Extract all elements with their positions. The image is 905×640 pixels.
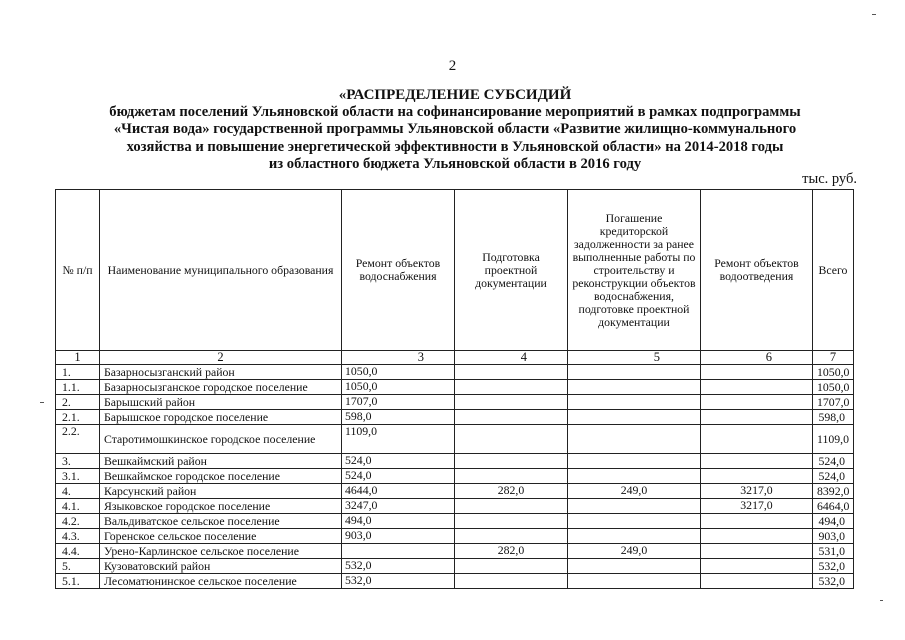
row-number: 5.1. [56, 574, 100, 589]
row-name: Вешкаймское городское поселение [100, 469, 342, 484]
document-title [60, 87, 850, 173]
table-row [56, 425, 854, 454]
cell-total: 1109,0 [813, 425, 854, 454]
cell-water: 532,0 [342, 559, 455, 574]
cell-water: 524,0 [342, 469, 455, 484]
table-row [56, 380, 854, 395]
cell-debt [568, 499, 701, 514]
cell-water: 1109,0 [342, 425, 455, 454]
cell-water [342, 544, 455, 559]
header-sewer: Ремонт объектов водоотведения [701, 190, 813, 351]
row-name: Базарносызганский район [100, 365, 342, 380]
column-number: 7 [813, 351, 854, 365]
title-line-1: «РАСПРЕДЕЛЕНИЕ СУБСИДИЙ [338, 87, 572, 103]
row-name: Барышский район [100, 395, 342, 410]
header-debt: Погашение кредиторской задолженности за ранее выполненные работы по строительству и реконструкции объектов водоснабжения, подготовке проектной документации [568, 190, 701, 351]
table-row [56, 529, 854, 544]
cell-sewer [701, 395, 813, 410]
row-number: 2.2. [56, 425, 100, 454]
cell-water: 3247,0 [342, 499, 455, 514]
column-number: 4 [455, 351, 568, 365]
title-line-5: из областного бюджета Ульяновской области в 2016 году [268, 155, 642, 172]
header-name: Наименование муниципального образования [100, 190, 342, 351]
row-name: Барышское городское поселение [100, 410, 342, 425]
title-line-2: бюджетам поселений Ульяновской области на софинансирование мероприятий в рамках подпрограммы [109, 104, 801, 121]
cell-design [455, 469, 568, 484]
column-number: 6 [701, 351, 813, 365]
cell-water: 1050,0 [342, 365, 455, 380]
row-name: Базарносызганское городское поселение [100, 380, 342, 395]
cell-design [455, 410, 568, 425]
cell-sewer [701, 529, 813, 544]
cell-total: 524,0 [813, 469, 854, 484]
cell-debt [568, 514, 701, 529]
title-line-3: «Чистая вода» государственной программы Ульяновской области «Развитие жилищно-коммунального [113, 121, 797, 138]
column-number: 2 [100, 351, 342, 365]
table-row [56, 544, 854, 559]
scan-speck [40, 402, 44, 403]
cell-sewer [701, 425, 813, 454]
cell-debt: 249,0 [568, 544, 701, 559]
subsidy-table [55, 189, 854, 589]
row-number: 4.4. [56, 544, 100, 559]
cell-design [455, 454, 568, 469]
row-number: 3. [56, 454, 100, 469]
row-number: 4.1. [56, 499, 100, 514]
header-row [56, 190, 854, 351]
row-name: Урено-Карлинское сельское поселение [100, 544, 342, 559]
cell-water: 494,0 [342, 514, 455, 529]
table-row [56, 574, 854, 589]
cell-debt [568, 380, 701, 395]
header-total: Всего [813, 190, 854, 351]
cell-debt [568, 395, 701, 410]
cell-water: 903,0 [342, 529, 455, 544]
cell-debt [568, 454, 701, 469]
column-number: 1 [56, 351, 100, 365]
cell-total: 1050,0 [813, 365, 854, 380]
cell-sewer [701, 574, 813, 589]
cell-total: 1050,0 [813, 380, 854, 395]
header-design: Подготовка проектной документации [455, 190, 568, 351]
table-row [56, 514, 854, 529]
cell-total: 532,0 [813, 574, 854, 589]
table-row [56, 499, 854, 514]
row-number: 4.2. [56, 514, 100, 529]
header-num: № п/п [56, 190, 100, 351]
cell-sewer [701, 559, 813, 574]
table-row [56, 410, 854, 425]
cell-design [455, 395, 568, 410]
row-number: 2. [56, 395, 100, 410]
row-name: Кузоватовский район [100, 559, 342, 574]
cell-debt [568, 529, 701, 544]
cell-debt [568, 574, 701, 589]
cell-sewer: 3217,0 [701, 499, 813, 514]
title-line-4: хозяйства и повышение энергетической эффективности в Ульяновской области» на 2014-2018 годы [126, 138, 784, 155]
cell-design [455, 529, 568, 544]
cell-water: 4644,0 [342, 484, 455, 499]
cell-design: 282,0 [455, 484, 568, 499]
table-row [56, 469, 854, 484]
table-row [56, 484, 854, 499]
row-name: Вальдиватское сельское поселение [100, 514, 342, 529]
cell-total: 532,0 [813, 559, 854, 574]
cell-total: 494,0 [813, 514, 854, 529]
column-number: 5 [568, 351, 701, 365]
row-number: 3.1. [56, 469, 100, 484]
row-name: Старотимошкинское городское поселение [100, 425, 342, 454]
table-row [56, 454, 854, 469]
cell-debt [568, 425, 701, 454]
cell-water: 598,0 [342, 410, 455, 425]
cell-sewer [701, 454, 813, 469]
scan-speck [880, 600, 883, 601]
cell-debt: 249,0 [568, 484, 701, 499]
row-number: 1. [56, 365, 100, 380]
cell-design [455, 425, 568, 454]
row-number: 2.1. [56, 410, 100, 425]
cell-water: 524,0 [342, 454, 455, 469]
cell-design [455, 499, 568, 514]
row-name: Карсунский район [100, 484, 342, 499]
cell-sewer [701, 544, 813, 559]
units-label: тыс. руб. [802, 171, 857, 187]
cell-design [455, 380, 568, 395]
row-number: 5. [56, 559, 100, 574]
cell-sewer [701, 380, 813, 395]
cell-sewer [701, 514, 813, 529]
table-row [56, 395, 854, 410]
cell-debt [568, 365, 701, 380]
cell-debt [568, 559, 701, 574]
cell-design [455, 574, 568, 589]
cell-water: 1707,0 [342, 395, 455, 410]
cell-water: 532,0 [342, 574, 455, 589]
row-name: Горенское сельское поселение [100, 529, 342, 544]
column-number: 3 [342, 351, 455, 365]
cell-total: 903,0 [813, 529, 854, 544]
header-water: Ремонт объектов водоснабжения [342, 190, 455, 351]
row-number: 1.1. [56, 380, 100, 395]
cell-total: 524,0 [813, 454, 854, 469]
table-row [56, 559, 854, 574]
cell-total: 1707,0 [813, 395, 854, 410]
table-row [56, 365, 854, 380]
cell-design [455, 514, 568, 529]
cell-total: 531,0 [813, 544, 854, 559]
cell-debt [568, 469, 701, 484]
cell-total: 598,0 [813, 410, 854, 425]
scan-speck [872, 14, 876, 15]
cell-debt [568, 410, 701, 425]
row-name: Лесоматюнинское сельское поселение [100, 574, 342, 589]
cell-water: 1050,0 [342, 380, 455, 395]
row-name: Языковское городское поселение [100, 499, 342, 514]
cell-sewer: 3217,0 [701, 484, 813, 499]
cell-sewer [701, 365, 813, 380]
column-number-row [56, 351, 854, 365]
cell-design [455, 559, 568, 574]
cell-sewer [701, 469, 813, 484]
cell-total: 8392,0 [813, 484, 854, 499]
page-number: 2 [448, 58, 457, 74]
cell-total: 6464,0 [813, 499, 854, 514]
cell-design: 282,0 [455, 544, 568, 559]
cell-sewer [701, 410, 813, 425]
cell-design [455, 365, 568, 380]
row-number: 4.3. [56, 529, 100, 544]
row-name: Вешкаймский район [100, 454, 342, 469]
row-number: 4. [56, 484, 100, 499]
